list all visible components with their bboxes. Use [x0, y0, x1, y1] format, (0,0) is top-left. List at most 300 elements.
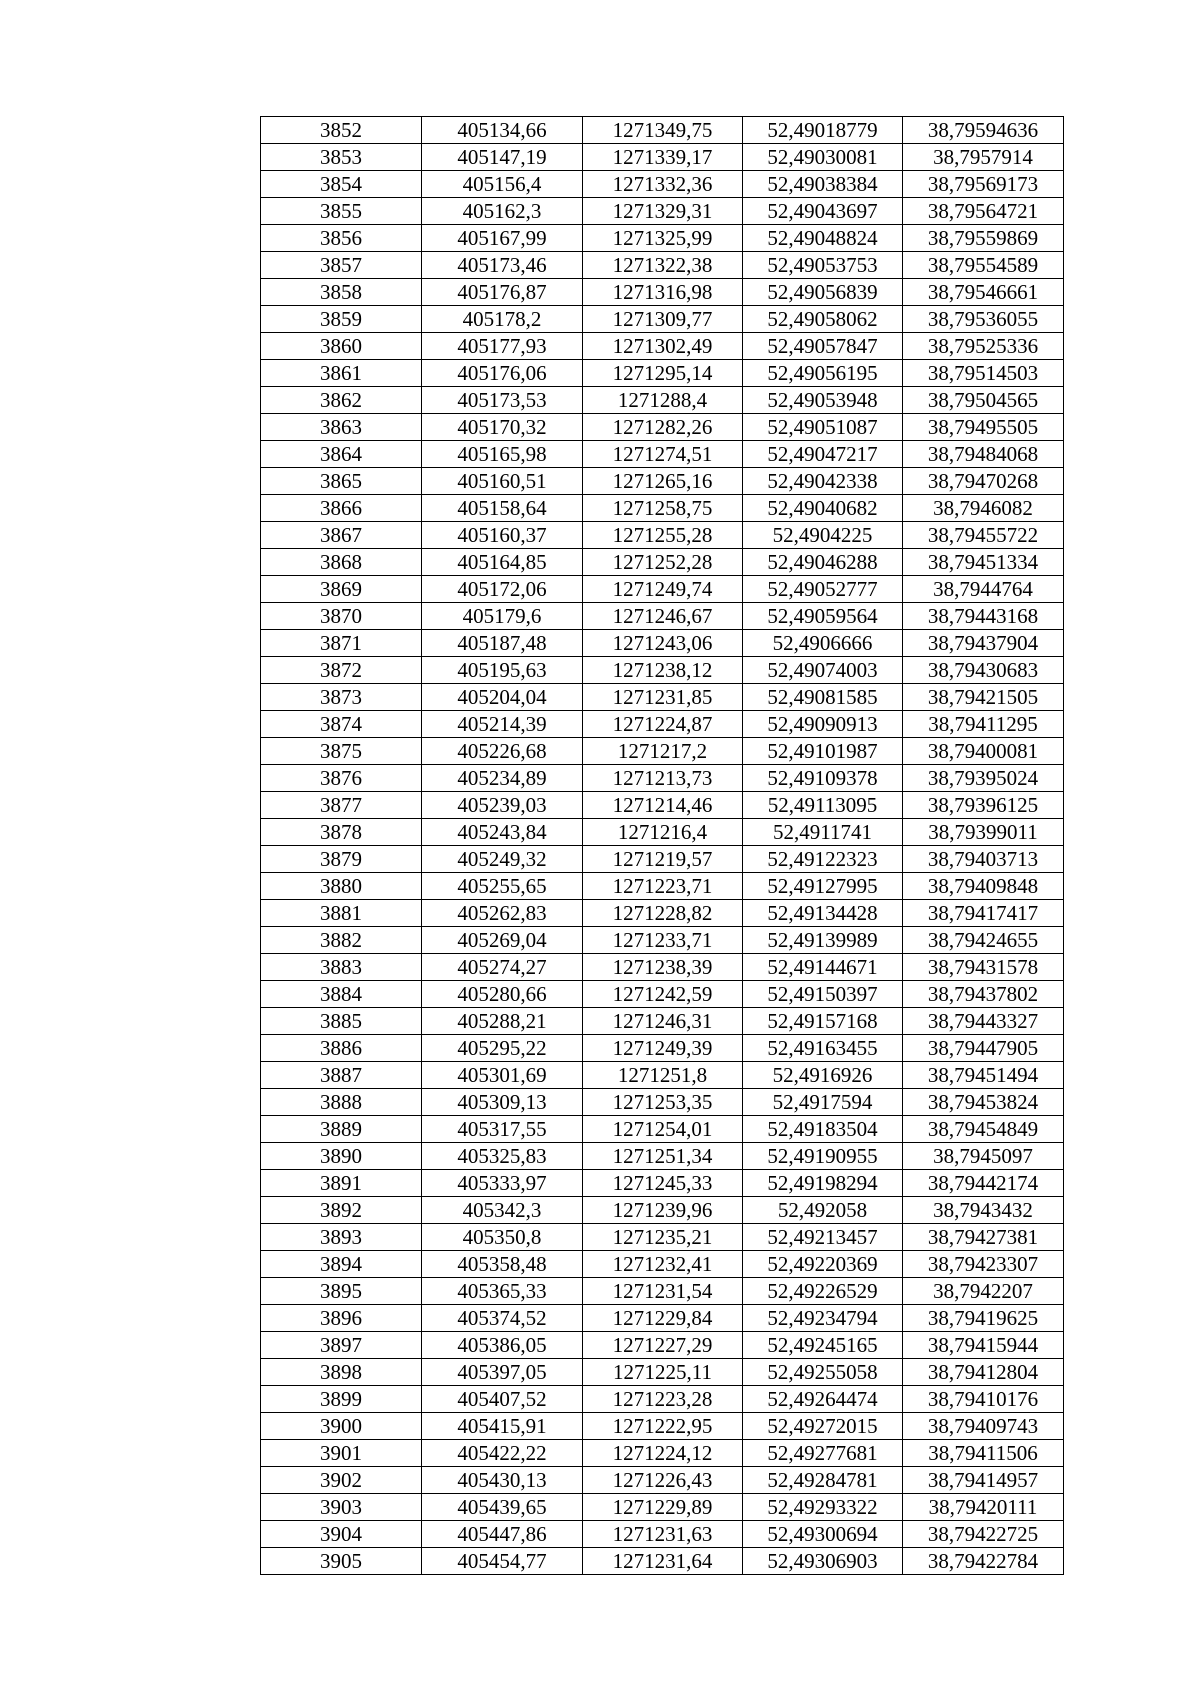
cell-point-number: 3861	[261, 360, 422, 387]
cell-x-coordinate: 405170,32	[422, 414, 583, 441]
cell-point-number: 3902	[261, 1467, 422, 1494]
cell-longitude: 38,79410176	[903, 1386, 1064, 1413]
cell-y-coordinate: 1271231,64	[583, 1548, 743, 1575]
cell-y-coordinate: 1271238,39	[583, 954, 743, 981]
table-row	[261, 1089, 1064, 1116]
cell-latitude: 52,49113095	[743, 792, 903, 819]
cell-longitude: 38,79451334	[903, 549, 1064, 576]
cell-x-coordinate: 405288,21	[422, 1008, 583, 1035]
cell-point-number: 3877	[261, 792, 422, 819]
cell-point-number: 3872	[261, 657, 422, 684]
cell-x-coordinate: 405179,6	[422, 603, 583, 630]
cell-point-number: 3868	[261, 549, 422, 576]
cell-latitude: 52,4911741	[743, 819, 903, 846]
cell-latitude: 52,49198294	[743, 1170, 903, 1197]
table-row	[261, 1359, 1064, 1386]
cell-y-coordinate: 1271216,4	[583, 819, 743, 846]
cell-y-coordinate: 1271243,06	[583, 630, 743, 657]
cell-y-coordinate: 1271288,4	[583, 387, 743, 414]
cell-x-coordinate: 405226,68	[422, 738, 583, 765]
table-row	[261, 198, 1064, 225]
cell-y-coordinate: 1271233,71	[583, 927, 743, 954]
table-row	[261, 522, 1064, 549]
cell-longitude: 38,79442174	[903, 1170, 1064, 1197]
cell-point-number: 3854	[261, 171, 422, 198]
cell-y-coordinate: 1271231,63	[583, 1521, 743, 1548]
cell-x-coordinate: 405239,03	[422, 792, 583, 819]
cell-x-coordinate: 405295,22	[422, 1035, 583, 1062]
cell-x-coordinate: 405430,13	[422, 1467, 583, 1494]
cell-y-coordinate: 1271223,71	[583, 873, 743, 900]
cell-longitude: 38,7946082	[903, 495, 1064, 522]
cell-longitude: 38,79423307	[903, 1251, 1064, 1278]
cell-x-coordinate: 405274,27	[422, 954, 583, 981]
cell-x-coordinate: 405333,97	[422, 1170, 583, 1197]
cell-longitude: 38,79400081	[903, 738, 1064, 765]
cell-x-coordinate: 405204,04	[422, 684, 583, 711]
table-row	[261, 576, 1064, 603]
coordinates-table-body	[261, 117, 1064, 1575]
cell-point-number: 3871	[261, 630, 422, 657]
table-row	[261, 819, 1064, 846]
cell-x-coordinate: 405176,87	[422, 279, 583, 306]
table-row	[261, 333, 1064, 360]
cell-x-coordinate: 405317,55	[422, 1116, 583, 1143]
cell-x-coordinate: 405342,3	[422, 1197, 583, 1224]
cell-y-coordinate: 1271316,98	[583, 279, 743, 306]
table-row	[261, 603, 1064, 630]
cell-y-coordinate: 1271325,99	[583, 225, 743, 252]
table-row	[261, 1008, 1064, 1035]
cell-latitude: 52,4906666	[743, 630, 903, 657]
cell-longitude: 38,79453824	[903, 1089, 1064, 1116]
cell-x-coordinate: 405262,83	[422, 900, 583, 927]
cell-x-coordinate: 405422,22	[422, 1440, 583, 1467]
cell-longitude: 38,7957914	[903, 144, 1064, 171]
cell-x-coordinate: 405176,06	[422, 360, 583, 387]
cell-longitude: 38,7944764	[903, 576, 1064, 603]
table-row	[261, 954, 1064, 981]
cell-longitude: 38,79525336	[903, 333, 1064, 360]
table-row	[261, 387, 1064, 414]
cell-latitude: 52,49053753	[743, 252, 903, 279]
cell-latitude: 52,49220369	[743, 1251, 903, 1278]
cell-point-number: 3898	[261, 1359, 422, 1386]
cell-point-number: 3876	[261, 765, 422, 792]
cell-x-coordinate: 405407,52	[422, 1386, 583, 1413]
cell-latitude: 52,4916926	[743, 1062, 903, 1089]
cell-x-coordinate: 405301,69	[422, 1062, 583, 1089]
table-row	[261, 1251, 1064, 1278]
cell-y-coordinate: 1271229,89	[583, 1494, 743, 1521]
cell-y-coordinate: 1271251,8	[583, 1062, 743, 1089]
cell-y-coordinate: 1271258,75	[583, 495, 743, 522]
cell-longitude: 38,79454849	[903, 1116, 1064, 1143]
table-row	[261, 927, 1064, 954]
cell-latitude: 52,49264474	[743, 1386, 903, 1413]
cell-latitude: 52,49109378	[743, 765, 903, 792]
cell-point-number: 3888	[261, 1089, 422, 1116]
cell-x-coordinate: 405386,05	[422, 1332, 583, 1359]
coordinates-table	[260, 116, 1064, 1575]
table-row	[261, 1413, 1064, 1440]
cell-longitude: 38,79399011	[903, 819, 1064, 846]
cell-y-coordinate: 1271282,26	[583, 414, 743, 441]
cell-y-coordinate: 1271322,38	[583, 252, 743, 279]
table-row	[261, 279, 1064, 306]
cell-longitude: 38,79546661	[903, 279, 1064, 306]
cell-x-coordinate: 405249,32	[422, 846, 583, 873]
table-row	[261, 1278, 1064, 1305]
cell-x-coordinate: 405358,48	[422, 1251, 583, 1278]
table-row	[261, 1170, 1064, 1197]
cell-latitude: 52,49226529	[743, 1278, 903, 1305]
cell-longitude: 38,79419625	[903, 1305, 1064, 1332]
cell-longitude: 38,79430683	[903, 657, 1064, 684]
table-row	[261, 1548, 1064, 1575]
table-row	[261, 738, 1064, 765]
cell-x-coordinate: 405447,86	[422, 1521, 583, 1548]
table-row	[261, 1440, 1064, 1467]
cell-y-coordinate: 1271251,34	[583, 1143, 743, 1170]
table-row	[261, 414, 1064, 441]
cell-latitude: 52,49213457	[743, 1224, 903, 1251]
cell-point-number: 3885	[261, 1008, 422, 1035]
cell-latitude: 52,49144671	[743, 954, 903, 981]
cell-longitude: 38,79395024	[903, 765, 1064, 792]
cell-x-coordinate: 405165,98	[422, 441, 583, 468]
cell-latitude: 52,49042338	[743, 468, 903, 495]
table-row	[261, 1386, 1064, 1413]
cell-point-number: 3882	[261, 927, 422, 954]
cell-y-coordinate: 1271274,51	[583, 441, 743, 468]
cell-longitude: 38,79594636	[903, 117, 1064, 144]
cell-point-number: 3900	[261, 1413, 422, 1440]
cell-x-coordinate: 405158,64	[422, 495, 583, 522]
cell-y-coordinate: 1271229,84	[583, 1305, 743, 1332]
cell-point-number: 3899	[261, 1386, 422, 1413]
cell-latitude: 52,49134428	[743, 900, 903, 927]
cell-x-coordinate: 405415,91	[422, 1413, 583, 1440]
table-row	[261, 1521, 1064, 1548]
cell-longitude: 38,79564721	[903, 198, 1064, 225]
cell-latitude: 52,49043697	[743, 198, 903, 225]
table-row	[261, 252, 1064, 279]
cell-point-number: 3866	[261, 495, 422, 522]
cell-point-number: 3878	[261, 819, 422, 846]
cell-latitude: 52,49051087	[743, 414, 903, 441]
cell-latitude: 52,49101987	[743, 738, 903, 765]
table-row	[261, 657, 1064, 684]
cell-y-coordinate: 1271222,95	[583, 1413, 743, 1440]
cell-y-coordinate: 1271349,75	[583, 117, 743, 144]
table-row	[261, 225, 1064, 252]
cell-point-number: 3859	[261, 306, 422, 333]
cell-x-coordinate: 405147,19	[422, 144, 583, 171]
cell-latitude: 52,49122323	[743, 846, 903, 873]
cell-point-number: 3873	[261, 684, 422, 711]
cell-point-number: 3879	[261, 846, 422, 873]
cell-point-number: 3867	[261, 522, 422, 549]
cell-latitude: 52,492058	[743, 1197, 903, 1224]
cell-y-coordinate: 1271339,17	[583, 144, 743, 171]
cell-y-coordinate: 1271224,87	[583, 711, 743, 738]
table-row	[261, 630, 1064, 657]
cell-point-number: 3893	[261, 1224, 422, 1251]
cell-y-coordinate: 1271217,2	[583, 738, 743, 765]
cell-longitude: 38,7943432	[903, 1197, 1064, 1224]
cell-y-coordinate: 1271235,21	[583, 1224, 743, 1251]
cell-point-number: 3904	[261, 1521, 422, 1548]
cell-latitude: 52,49306903	[743, 1548, 903, 1575]
cell-longitude: 38,79417417	[903, 900, 1064, 927]
cell-x-coordinate: 405255,65	[422, 873, 583, 900]
cell-longitude: 38,79470268	[903, 468, 1064, 495]
cell-point-number: 3883	[261, 954, 422, 981]
cell-longitude: 38,79412804	[903, 1359, 1064, 1386]
cell-longitude: 38,79536055	[903, 306, 1064, 333]
cell-longitude: 38,79484068	[903, 441, 1064, 468]
cell-longitude: 38,79431578	[903, 954, 1064, 981]
cell-y-coordinate: 1271246,67	[583, 603, 743, 630]
cell-longitude: 38,79409743	[903, 1413, 1064, 1440]
cell-latitude: 52,49127995	[743, 873, 903, 900]
cell-x-coordinate: 405167,99	[422, 225, 583, 252]
cell-x-coordinate: 405243,84	[422, 819, 583, 846]
table-row	[261, 468, 1064, 495]
table-row	[261, 1035, 1064, 1062]
cell-x-coordinate: 405177,93	[422, 333, 583, 360]
cell-longitude: 38,79495505	[903, 414, 1064, 441]
cell-latitude: 52,49048824	[743, 225, 903, 252]
cell-x-coordinate: 405160,51	[422, 468, 583, 495]
cell-y-coordinate: 1271254,01	[583, 1116, 743, 1143]
cell-point-number: 3862	[261, 387, 422, 414]
cell-x-coordinate: 405134,66	[422, 117, 583, 144]
cell-x-coordinate: 405269,04	[422, 927, 583, 954]
cell-longitude: 38,79427381	[903, 1224, 1064, 1251]
cell-point-number: 3881	[261, 900, 422, 927]
cell-x-coordinate: 405280,66	[422, 981, 583, 1008]
cell-y-coordinate: 1271223,28	[583, 1386, 743, 1413]
cell-latitude: 52,49163455	[743, 1035, 903, 1062]
cell-longitude: 38,79396125	[903, 792, 1064, 819]
cell-x-coordinate: 405156,4	[422, 171, 583, 198]
cell-point-number: 3896	[261, 1305, 422, 1332]
table-row	[261, 1224, 1064, 1251]
table-row	[261, 1197, 1064, 1224]
cell-longitude: 38,79443327	[903, 1008, 1064, 1035]
cell-x-coordinate: 405164,85	[422, 549, 583, 576]
cell-longitude: 38,79424655	[903, 927, 1064, 954]
cell-longitude: 38,79422784	[903, 1548, 1064, 1575]
cell-point-number: 3853	[261, 144, 422, 171]
cell-y-coordinate: 1271302,49	[583, 333, 743, 360]
cell-latitude: 52,49059564	[743, 603, 903, 630]
cell-longitude: 38,79451494	[903, 1062, 1064, 1089]
cell-point-number: 3901	[261, 1440, 422, 1467]
cell-longitude: 38,79409848	[903, 873, 1064, 900]
cell-point-number: 3874	[261, 711, 422, 738]
table-row	[261, 981, 1064, 1008]
cell-x-coordinate: 405172,06	[422, 576, 583, 603]
cell-latitude: 52,49057847	[743, 333, 903, 360]
cell-y-coordinate: 1271246,31	[583, 1008, 743, 1035]
table-row	[261, 171, 1064, 198]
cell-point-number: 3852	[261, 117, 422, 144]
cell-point-number: 3905	[261, 1548, 422, 1575]
cell-point-number: 3903	[261, 1494, 422, 1521]
cell-point-number: 3860	[261, 333, 422, 360]
cell-y-coordinate: 1271252,28	[583, 549, 743, 576]
cell-x-coordinate: 405374,52	[422, 1305, 583, 1332]
cell-point-number: 3880	[261, 873, 422, 900]
cell-y-coordinate: 1271295,14	[583, 360, 743, 387]
table-row	[261, 1062, 1064, 1089]
table-row	[261, 1116, 1064, 1143]
cell-longitude: 38,7945097	[903, 1143, 1064, 1170]
cell-y-coordinate: 1271227,29	[583, 1332, 743, 1359]
cell-latitude: 52,49058062	[743, 306, 903, 333]
cell-y-coordinate: 1271225,11	[583, 1359, 743, 1386]
cell-latitude: 52,49030081	[743, 144, 903, 171]
table-row	[261, 711, 1064, 738]
cell-y-coordinate: 1271232,41	[583, 1251, 743, 1278]
cell-x-coordinate: 405325,83	[422, 1143, 583, 1170]
cell-x-coordinate: 405439,65	[422, 1494, 583, 1521]
cell-longitude: 38,79420111	[903, 1494, 1064, 1521]
cell-x-coordinate: 405234,89	[422, 765, 583, 792]
cell-point-number: 3875	[261, 738, 422, 765]
cell-point-number: 3887	[261, 1062, 422, 1089]
cell-latitude: 52,4904225	[743, 522, 903, 549]
cell-latitude: 52,49190955	[743, 1143, 903, 1170]
cell-longitude: 38,79411506	[903, 1440, 1064, 1467]
cell-y-coordinate: 1271219,57	[583, 846, 743, 873]
cell-y-coordinate: 1271332,36	[583, 171, 743, 198]
cell-x-coordinate: 405214,39	[422, 711, 583, 738]
table-row	[261, 873, 1064, 900]
cell-longitude: 38,79514503	[903, 360, 1064, 387]
cell-y-coordinate: 1271329,31	[583, 198, 743, 225]
table-row	[261, 1332, 1064, 1359]
cell-latitude: 52,49255058	[743, 1359, 903, 1386]
cell-latitude: 52,49018779	[743, 117, 903, 144]
cell-latitude: 52,49090913	[743, 711, 903, 738]
cell-point-number: 3858	[261, 279, 422, 306]
cell-longitude: 38,79414957	[903, 1467, 1064, 1494]
cell-y-coordinate: 1271249,39	[583, 1035, 743, 1062]
cell-longitude: 38,79415944	[903, 1332, 1064, 1359]
cell-y-coordinate: 1271239,96	[583, 1197, 743, 1224]
cell-point-number: 3884	[261, 981, 422, 1008]
cell-y-coordinate: 1271242,59	[583, 981, 743, 1008]
cell-y-coordinate: 1271255,28	[583, 522, 743, 549]
cell-latitude: 52,49038384	[743, 171, 903, 198]
cell-x-coordinate: 405397,05	[422, 1359, 583, 1386]
cell-y-coordinate: 1271253,35	[583, 1089, 743, 1116]
cell-longitude: 38,79422725	[903, 1521, 1064, 1548]
cell-point-number: 3895	[261, 1278, 422, 1305]
cell-longitude: 38,79554589	[903, 252, 1064, 279]
cell-point-number: 3892	[261, 1197, 422, 1224]
cell-longitude: 38,7942207	[903, 1278, 1064, 1305]
table-row	[261, 549, 1064, 576]
cell-latitude: 52,49150397	[743, 981, 903, 1008]
cell-x-coordinate: 405173,46	[422, 252, 583, 279]
cell-longitude: 38,79559869	[903, 225, 1064, 252]
cell-y-coordinate: 1271228,82	[583, 900, 743, 927]
cell-latitude: 52,49300694	[743, 1521, 903, 1548]
table-row	[261, 846, 1064, 873]
cell-longitude: 38,79443168	[903, 603, 1064, 630]
table-row	[261, 306, 1064, 333]
cell-point-number: 3870	[261, 603, 422, 630]
cell-x-coordinate: 405173,53	[422, 387, 583, 414]
cell-latitude: 52,49056839	[743, 279, 903, 306]
cell-y-coordinate: 1271213,73	[583, 765, 743, 792]
cell-latitude: 52,49053948	[743, 387, 903, 414]
cell-point-number: 3855	[261, 198, 422, 225]
cell-x-coordinate: 405309,13	[422, 1089, 583, 1116]
cell-y-coordinate: 1271309,77	[583, 306, 743, 333]
cell-point-number: 3856	[261, 225, 422, 252]
cell-latitude: 52,49040682	[743, 495, 903, 522]
cell-point-number: 3869	[261, 576, 422, 603]
cell-x-coordinate: 405178,2	[422, 306, 583, 333]
cell-x-coordinate: 405365,33	[422, 1278, 583, 1305]
cell-latitude: 52,49183504	[743, 1116, 903, 1143]
cell-point-number: 3890	[261, 1143, 422, 1170]
cell-longitude: 38,79455722	[903, 522, 1064, 549]
cell-longitude: 38,79447905	[903, 1035, 1064, 1062]
cell-longitude: 38,79437802	[903, 981, 1064, 1008]
cell-point-number: 3865	[261, 468, 422, 495]
table-row	[261, 684, 1064, 711]
cell-latitude: 52,49284781	[743, 1467, 903, 1494]
cell-y-coordinate: 1271238,12	[583, 657, 743, 684]
cell-longitude: 38,79569173	[903, 171, 1064, 198]
cell-x-coordinate: 405162,3	[422, 198, 583, 225]
cell-point-number: 3897	[261, 1332, 422, 1359]
cell-latitude: 52,49245165	[743, 1332, 903, 1359]
table-row	[261, 1494, 1064, 1521]
cell-y-coordinate: 1271214,46	[583, 792, 743, 819]
cell-point-number: 3863	[261, 414, 422, 441]
cell-longitude: 38,79504565	[903, 387, 1064, 414]
cell-point-number: 3889	[261, 1116, 422, 1143]
table-row	[261, 495, 1064, 522]
cell-longitude: 38,79411295	[903, 711, 1064, 738]
cell-longitude: 38,79437904	[903, 630, 1064, 657]
cell-point-number: 3864	[261, 441, 422, 468]
table-row	[261, 1143, 1064, 1170]
cell-point-number: 3894	[261, 1251, 422, 1278]
table-row	[261, 441, 1064, 468]
table-row	[261, 360, 1064, 387]
cell-point-number: 3857	[261, 252, 422, 279]
cell-latitude: 52,49074003	[743, 657, 903, 684]
table-row	[261, 144, 1064, 171]
cell-latitude: 52,49046288	[743, 549, 903, 576]
cell-point-number: 3891	[261, 1170, 422, 1197]
cell-x-coordinate: 405350,8	[422, 1224, 583, 1251]
cell-y-coordinate: 1271231,54	[583, 1278, 743, 1305]
table-row	[261, 900, 1064, 927]
cell-y-coordinate: 1271231,85	[583, 684, 743, 711]
cell-latitude: 52,49139989	[743, 927, 903, 954]
cell-latitude: 52,49047217	[743, 441, 903, 468]
